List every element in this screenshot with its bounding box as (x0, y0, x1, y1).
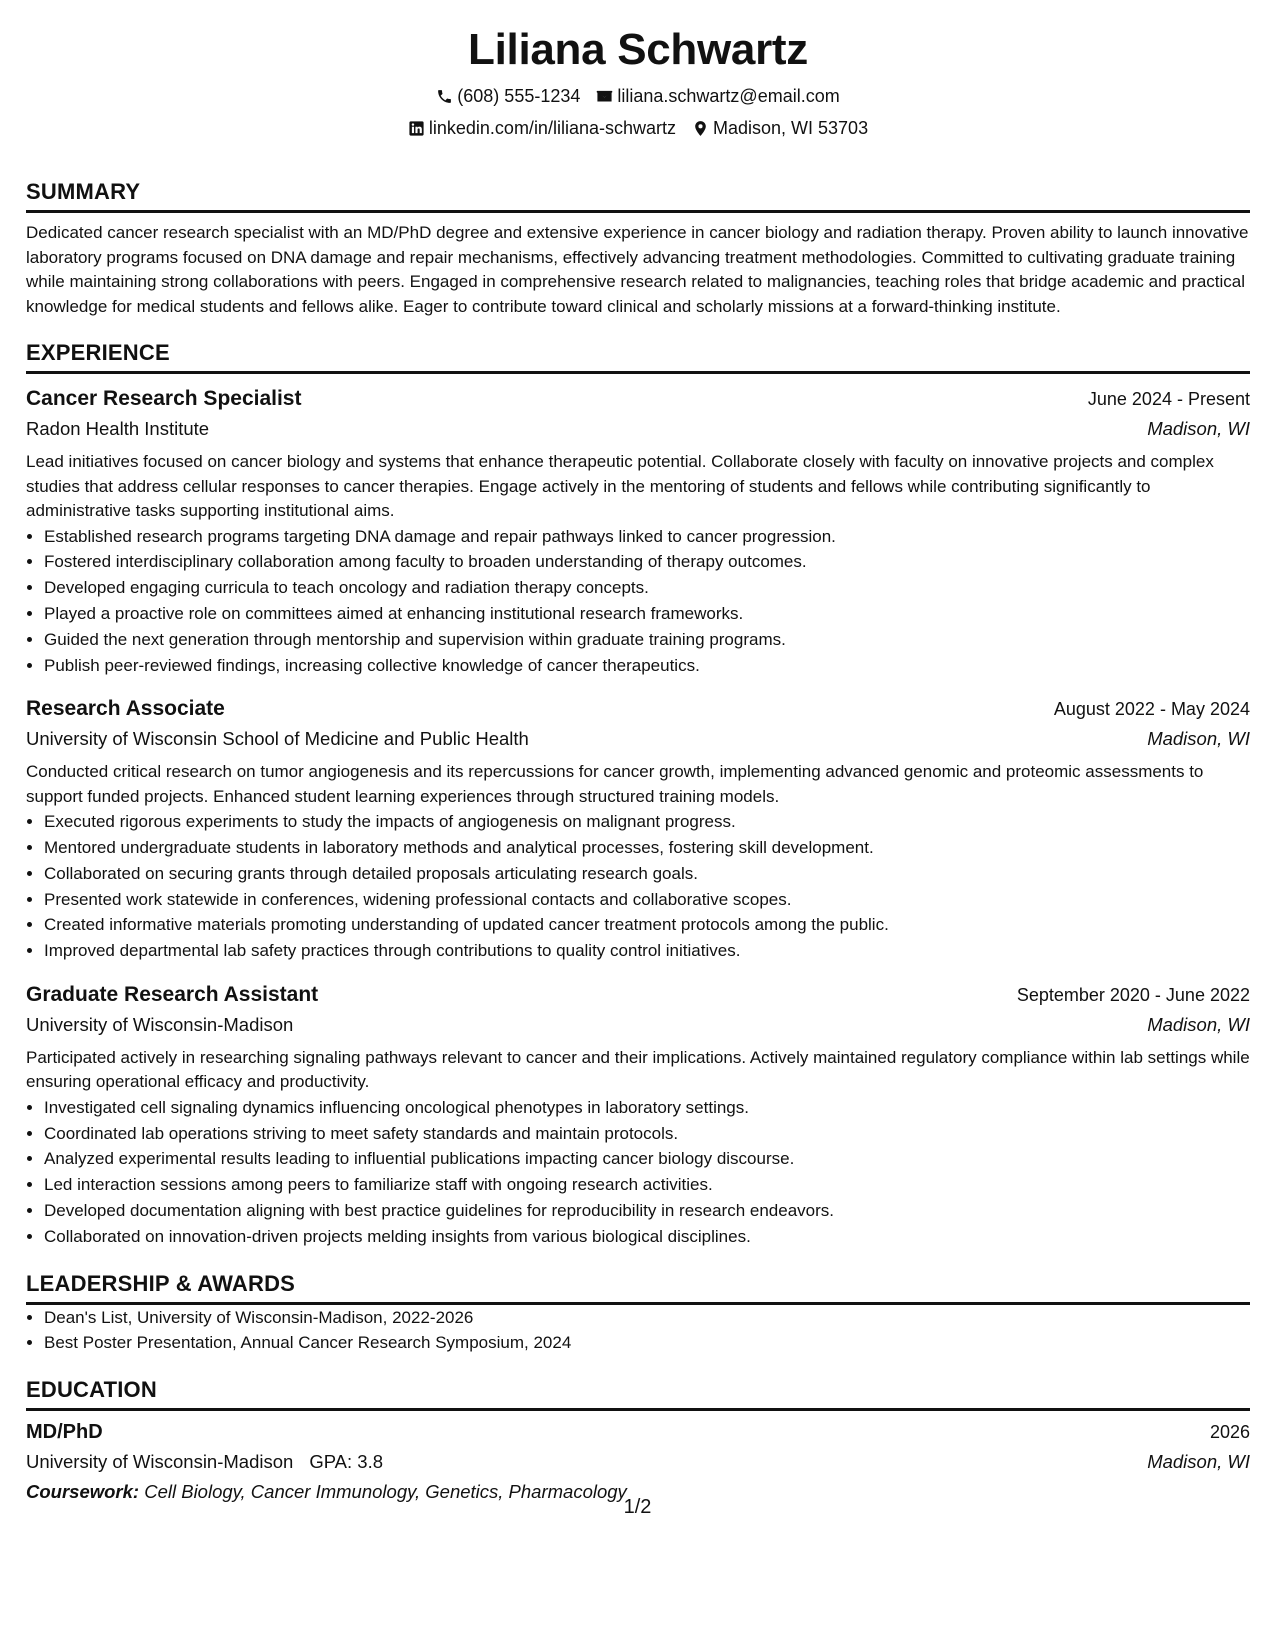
job-description: Participated actively in researching signaling pathways relevant to cancer and their implications. Actively maintained regulatory compliance within lab settings while ensuring operational efficacy and productivity. (26, 1047, 1250, 1092)
job-dates: June 2024 - Present (1087, 389, 1250, 410)
job-entry (26, 694, 1250, 964)
list-item: • Executed rigorous experiments to study the impacts of angiogenesis on malignant progress. (44, 809, 1250, 835)
location-text: Madison, WI 53703 (713, 118, 869, 138)
summary-text: Dedicated cancer research specialist with an MD/PhD degree and extensive experience in cancer biology and radiation therapy. Proven ability to launch innovative laboratory programs focused on DNA damage and repair mechanisms, effectively advancing treatment methodologies. Committed to cultivating graduate training while maintaining strong collaborations with peers. Engaged in comprehensive research related to malignancies, teaching roles that bridge academic and practical knowledge for medical students and fellows alike. Eager to contribute toward clinical and scholarly missions at a forward-thinking institute. (26, 223, 1249, 316)
linkedin-contact[interactable] (408, 114, 676, 142)
list-item: • Analyzed experimental results leading to influential publications impacting cancer biology discourse. (44, 1146, 1250, 1172)
page-number: 1/2 (623, 1496, 652, 1518)
list-item: • Led interaction sessions among peers to familiarize staff with ongoing research activities. (44, 1172, 1250, 1198)
list-item: • Played a proactive role on committees aimed at enhancing institutional research frameworks. (44, 601, 1250, 627)
job-bullets (26, 524, 1250, 679)
phone-contact[interactable] (436, 82, 580, 110)
summary-section (26, 178, 1250, 319)
awards-section (26, 1270, 1250, 1357)
education-heading: EDUCATION (26, 1376, 1250, 1411)
contact-row-1 (26, 82, 1250, 110)
job-description: Conducted critical research on tumor angiogenesis and its repercussions for cancer growth, implementing advanced genomic and proteomic assessments to support funded projects. Enhanced student learning experiences through structured training models. (26, 762, 1204, 806)
list-item: • Coordinated lab operations striving to meet safety standards and maintain protocols. (44, 1121, 1250, 1147)
list-item: • Fostered interdisciplinary collaboration among faculty to broaden understanding of therapy outcomes. (44, 549, 1250, 575)
gpa: GPA: 3.8 (309, 1451, 384, 1473)
email-contact[interactable] (596, 82, 839, 110)
list-item: • Publish peer-reviewed findings, increasing collective knowledge of cancer therapeutics. (44, 653, 1250, 679)
list-item: • Best Poster Presentation, Annual Cancer Research Symposium, 2024 (44, 1330, 1250, 1356)
job-organization: Radon Health Institute (26, 418, 210, 440)
degree: MD/PhD (26, 1421, 103, 1444)
list-item: • Improved departmental lab safety practices through contributions to quality control initiatives. (44, 938, 1250, 964)
email-text: liliana.schwartz@email.com (617, 86, 840, 106)
resume-page (26, 22, 1250, 1507)
education-section (26, 1376, 1250, 1507)
phone-text: (608) 555-1234 (457, 86, 581, 106)
job-title: Cancer Research Specialist (26, 387, 302, 411)
experience-section (26, 339, 1250, 1249)
list-item: • Investigated cell signaling dynamics influencing oncological phenotypes in laboratory settings. (44, 1095, 1250, 1121)
phone-icon (436, 88, 453, 105)
job-organization: University of Wisconsin School of Medicine and Public Health (26, 728, 529, 750)
list-item: • Collaborated on securing grants through detailed proposals articulating research goals. (44, 861, 1250, 887)
job-location: Madison, WI (1147, 418, 1250, 440)
job-bullets (26, 809, 1250, 964)
list-item: • Developed engaging curricula to teach oncology and radiation therapy concepts. (44, 575, 1250, 601)
coursework-label: Coursework: (26, 1481, 140, 1503)
graduation-year: 2026 (1209, 1422, 1250, 1443)
linkedin-icon (408, 120, 425, 137)
job-location: Madison, WI (1147, 728, 1250, 750)
job-title: Graduate Research Assistant (26, 982, 319, 1006)
job-bullets (26, 1095, 1250, 1250)
job-entry (26, 384, 1250, 678)
awards-heading: LEADERSHIP & AWARDS (26, 1270, 1250, 1305)
job-entry (26, 980, 1250, 1250)
summary-heading: SUMMARY (26, 178, 1250, 213)
location-contact (692, 114, 868, 142)
coursework-list: Cell Biology, Cancer Immunology, Genetics, Pharmacology (144, 1481, 627, 1503)
linkedin-text: linkedin.com/in/liliana-schwartz (428, 118, 676, 138)
school-location: Madison, WI (1147, 1451, 1250, 1473)
school-name: University of Wisconsin-Madison (26, 1451, 294, 1473)
list-item: • Created informative materials promoting understanding of updated cancer treatment protocols among the public. (44, 912, 1250, 938)
list-item: • Established research programs targeting DNA damage and repair pathways linked to cancer progression. (44, 524, 1250, 550)
list-item: • Presented work statewide in conferences, widening professional contacts and collaborative scopes. (44, 887, 1250, 913)
job-title: Research Associate (26, 697, 225, 721)
job-organization: University of Wisconsin-Madison (26, 1013, 294, 1035)
job-dates: August 2022 - May 2024 (1053, 699, 1250, 720)
job-location: Madison, WI (1147, 1013, 1250, 1035)
envelope-icon (596, 88, 613, 105)
list-item: • Mentored undergraduate students in laboratory methods and analytical processes, fostering skill development. (44, 835, 1250, 861)
list-item: • Collaborated on innovation-driven projects melding insights from various biological disciplines. (44, 1224, 1250, 1250)
school-line (26, 1448, 383, 1476)
map-pin-icon (692, 120, 709, 137)
awards-list (26, 1305, 1250, 1357)
list-item: • Dean's List, University of Wisconsin-Madison, 2022-2026 (44, 1305, 1250, 1331)
candidate-name: Liliana Schwartz (468, 25, 808, 74)
list-item: • Guided the next generation through mentorship and supervision within graduate training programs. (44, 627, 1250, 653)
experience-heading: EXPERIENCE (26, 339, 1250, 374)
job-description: Lead initiatives focused on cancer biology and systems that enhance therapeutic potential. Collaborate closely with faculty on innovative projects and complex studies that address cellular responses to cancer therapies. Engage actively in the mentoring of students and fellows while contributing significantly to administrative tasks supporting institutional aims. (26, 452, 1214, 521)
contact-row-2 (26, 114, 1250, 142)
list-item: • Developed documentation aligning with best practice guidelines for reproducibility in research endeavors. (44, 1198, 1250, 1224)
job-dates: September 2020 - June 2022 (1016, 984, 1250, 1005)
